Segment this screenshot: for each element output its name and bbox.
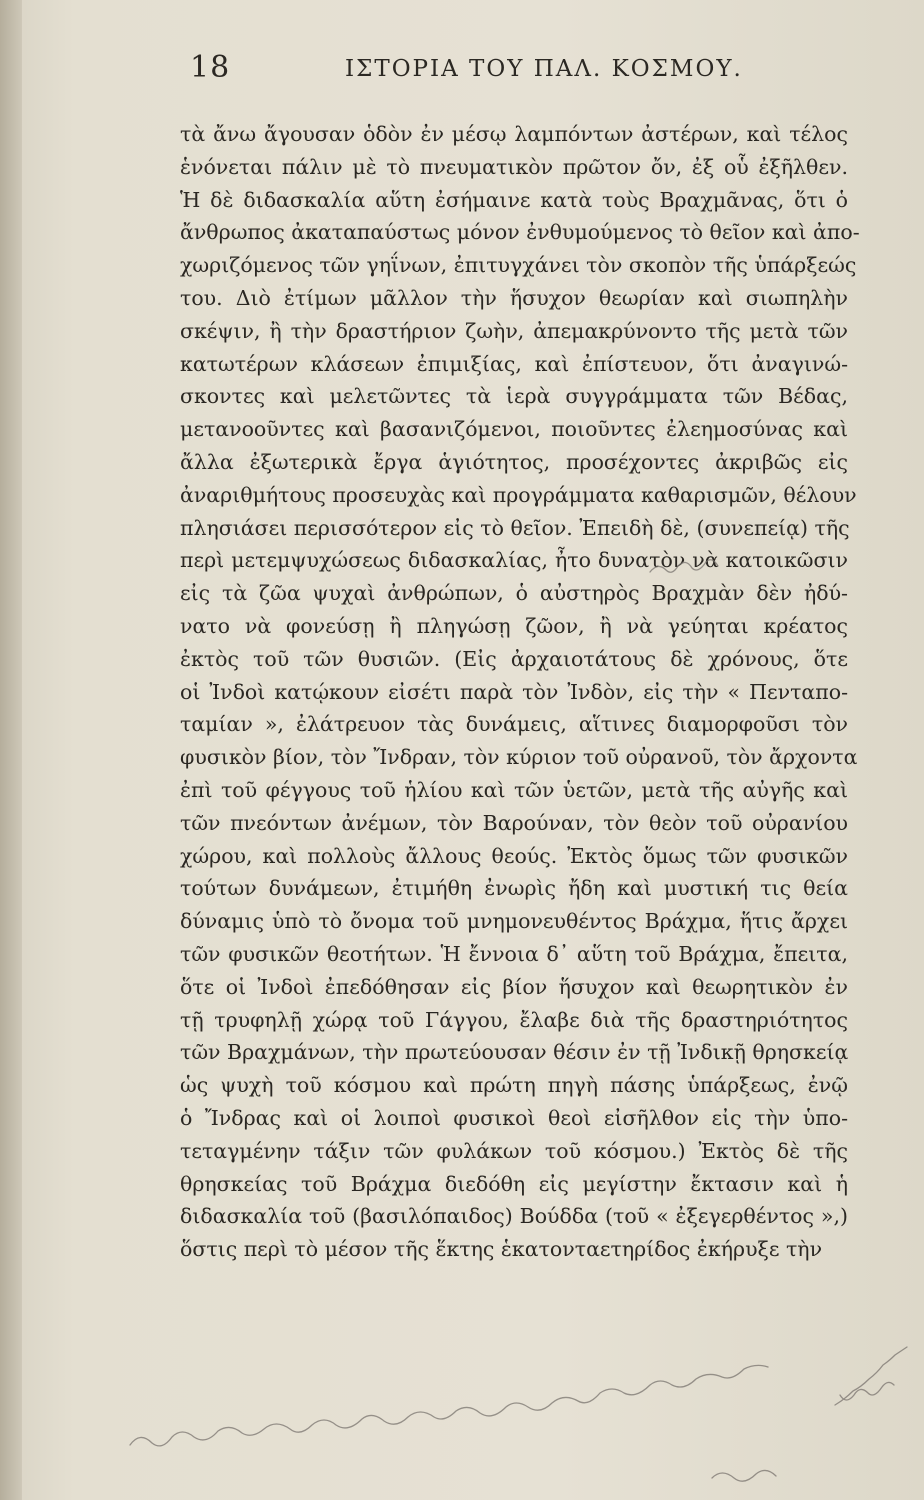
text-line: μετανοοῦντες καὶ βασανιζόμενοι, ποιοῦντες ἐλεημοσύνας καὶ [180,417,848,442]
text-line: ἄνθρωπος ἀκαταπαύστως μόνον ἐνθυμούμενος τὸ θεῖον καὶ ἀπο- [180,220,860,245]
text-line: νατο νὰ φονεύσῃ ἢ πληγώσῃ ζῶον, ἢ νὰ γεύηται κρέατος [180,613,848,638]
text-line: χωριζόμενος τῶν γηΐνων, ἐπιτυγχάνει τὸν σκοπὸν τῆς ὑπάρξεώς [180,253,857,278]
text-line: ἄλλα ἐξωτερικὰ ἔργα ἁγιότητος, προσέχοντες ἀκριβῶς εἰς [180,449,848,474]
text-line: τὰ ἄνω ἄγουσαν ὁδὸν ἐν μέσῳ λαμπόντων ἀστέρων, καὶ τέλος [180,122,848,146]
text-line: σκοντες καὶ μελετῶντες τὰ ἱερὰ συγγράμματα τῶν Βέδας, [180,384,848,409]
text-line: εἰς τὰ ζῶα ψυχαὶ ἀνθρώπων, ὁ αὐστηρὸς Βραχμὰν δὲν ἠδύ- [180,581,848,606]
text-line: ἐκτὸς τοῦ τῶν θυσιῶν. (Εἰς ἀρχαιοτάτους δὲ χρόνους, ὅτε [180,646,848,671]
text-line: ὅτε οἱ Ἰνδοὶ ἐπεδόθησαν εἰς βίον ἥσυχον καὶ θεωρητικὸν ἐν [180,974,848,999]
page-number: 18 [190,50,231,85]
text-line: περὶ μετεμψυχώσεως διδασκαλίας, ἦτο δυνατὸν νὰ κατοικῶσιν [180,548,848,573]
text-line: δύναμις ὑπὸ τὸ ὄνομα τοῦ μνημονευθέντος Βράχμα, ἥτις ἄρχει [180,909,848,934]
text-line: τεταγμένην τάξιν τῶν φυλάκων τοῦ κόσμου.) Ἐκτὸς δὲ τῆς [180,1138,848,1163]
text-line: θρησκείας τοῦ Βράχμα διεδόθη εἰς μεγίστην ἔκτασιν καὶ ἡ [180,1171,848,1196]
text-line: του. Διὸ ἐτίμων μᾶλλον τὴν ἥσυχον θεωρίαν καὶ σιωπηλὴν [180,285,848,310]
text-line: τῶν φυσικῶν θεοτήτων. Ἡ ἔννοια δ᾽ αὕτη τοῦ Βράχμα, ἔπειτα, [180,941,848,966]
text-line: ἑνόνεται πάλιν μὲ τὸ πνευματικὸν πρῶτον ὄν, ἐξ οὗ ἐξῆλθεν. [180,154,848,179]
margin-scribble-right-2 [840,1382,894,1400]
text-line: ὅστις περὶ τὸ μέσον τῆς ἕκτης ἑκατονταετηρίδος ἐκήρυξε τὴν [180,1237,823,1262]
text-line: φυσικὸν βίον, τὸν Ἴνδραν, τὸν κύριον τοῦ οὐρανοῦ, τὸν ἄρχοντα [180,745,858,770]
text-line: ταμίαν », ἐλάτρευον τὰς δυνάμεις, αἵτινες διαμορφοῦσι τὸν [180,712,848,737]
text-line: Ἡ δὲ διδασκαλία αὕτη ἐσήμαινε κατὰ τοὺς Βραχμᾶνας, ὅτι ὁ [180,187,848,212]
text-line: διδασκαλία τοῦ (βασιλόπαιδος) Βούδδα (τοῦ « ἐξεγερθέντος »,) [180,1204,848,1229]
bottom-scribble-1 [130,1365,768,1446]
text-line: κατωτέρων κλάσεων ἐπιμιξίας, καὶ ἐπίστευον, ὅτι ἀναγινώ- [180,351,848,376]
margin-scribble-right [835,1347,907,1405]
bottom-scribble-2 [712,1470,776,1481]
text-line: τούτων δυνάμεων, ἐτιμήθη ἐνωρὶς ἤδη καὶ μυστική τις θεία [180,876,848,901]
text-line: τῶν πνεόντων ἀνέμων, τὸν Βαρούναν, τὸν θεὸν τοῦ οὐρανίου [180,810,848,835]
text-line: σκέψιν, ἢ τὴν δραστήριον ζωὴν, ἀπεμακρύνοντο τῆς μετὰ τῶν [180,318,848,343]
text-line: ὡς ψυχὴ τοῦ κόσμου καὶ πρώτη πηγὴ πάσης ὑπάρξεως, ἐνῷ [180,1073,848,1098]
text-line: ἐπὶ τοῦ φέγγους τοῦ ἡλίου καὶ τῶν ὑετῶν, μετὰ τῆς αὐγῆς καὶ [180,777,848,802]
text-line: ἀναριθμήτους προσευχὰς καὶ προγράμματα καθαρισμῶν, θέλουν [180,482,857,507]
text-line: πλησιάσει περισσότερον εἰς τὸ θεῖον. Ἐπειδὴ δὲ, (συνεπείᾳ) τῆς [180,515,850,540]
text-line: τῇ τρυφηλῇ χώρᾳ τοῦ Γάγγου, ἔλαβε διὰ τῆς δραστηριότητος [180,1007,848,1032]
text-line: τῶν Βραχμάνων, τὴν πρωτεύουσαν θέσιν ἐν τῇ Ἰνδικῇ θρησκείᾳ [180,1040,849,1065]
page-gutter [0,0,22,1500]
page-header [190,50,854,98]
body-text [180,118,860,1266]
running-title: ΙΣΤΟΡΙΑ ΤΟΥ ΠΑΛ. ΚΟΣΜΟΥ. [345,56,743,82]
text-line: οἱ Ἰνδοὶ κατῴκουν εἰσέτι παρὰ τὸν Ἰνδὸν, εἰς τὴν « Πενταπο- [180,679,848,704]
text-line: ὁ Ἴνδρας καὶ οἱ λοιποὶ φυσικοὶ θεοὶ εἰσῆλθον εἰς τὴν ὑπο- [180,1105,848,1130]
text-line: χώρου, καὶ πολλοὺς ἄλλους θεούς. Ἐκτὸς ὅμως τῶν φυσικῶν [180,843,848,868]
